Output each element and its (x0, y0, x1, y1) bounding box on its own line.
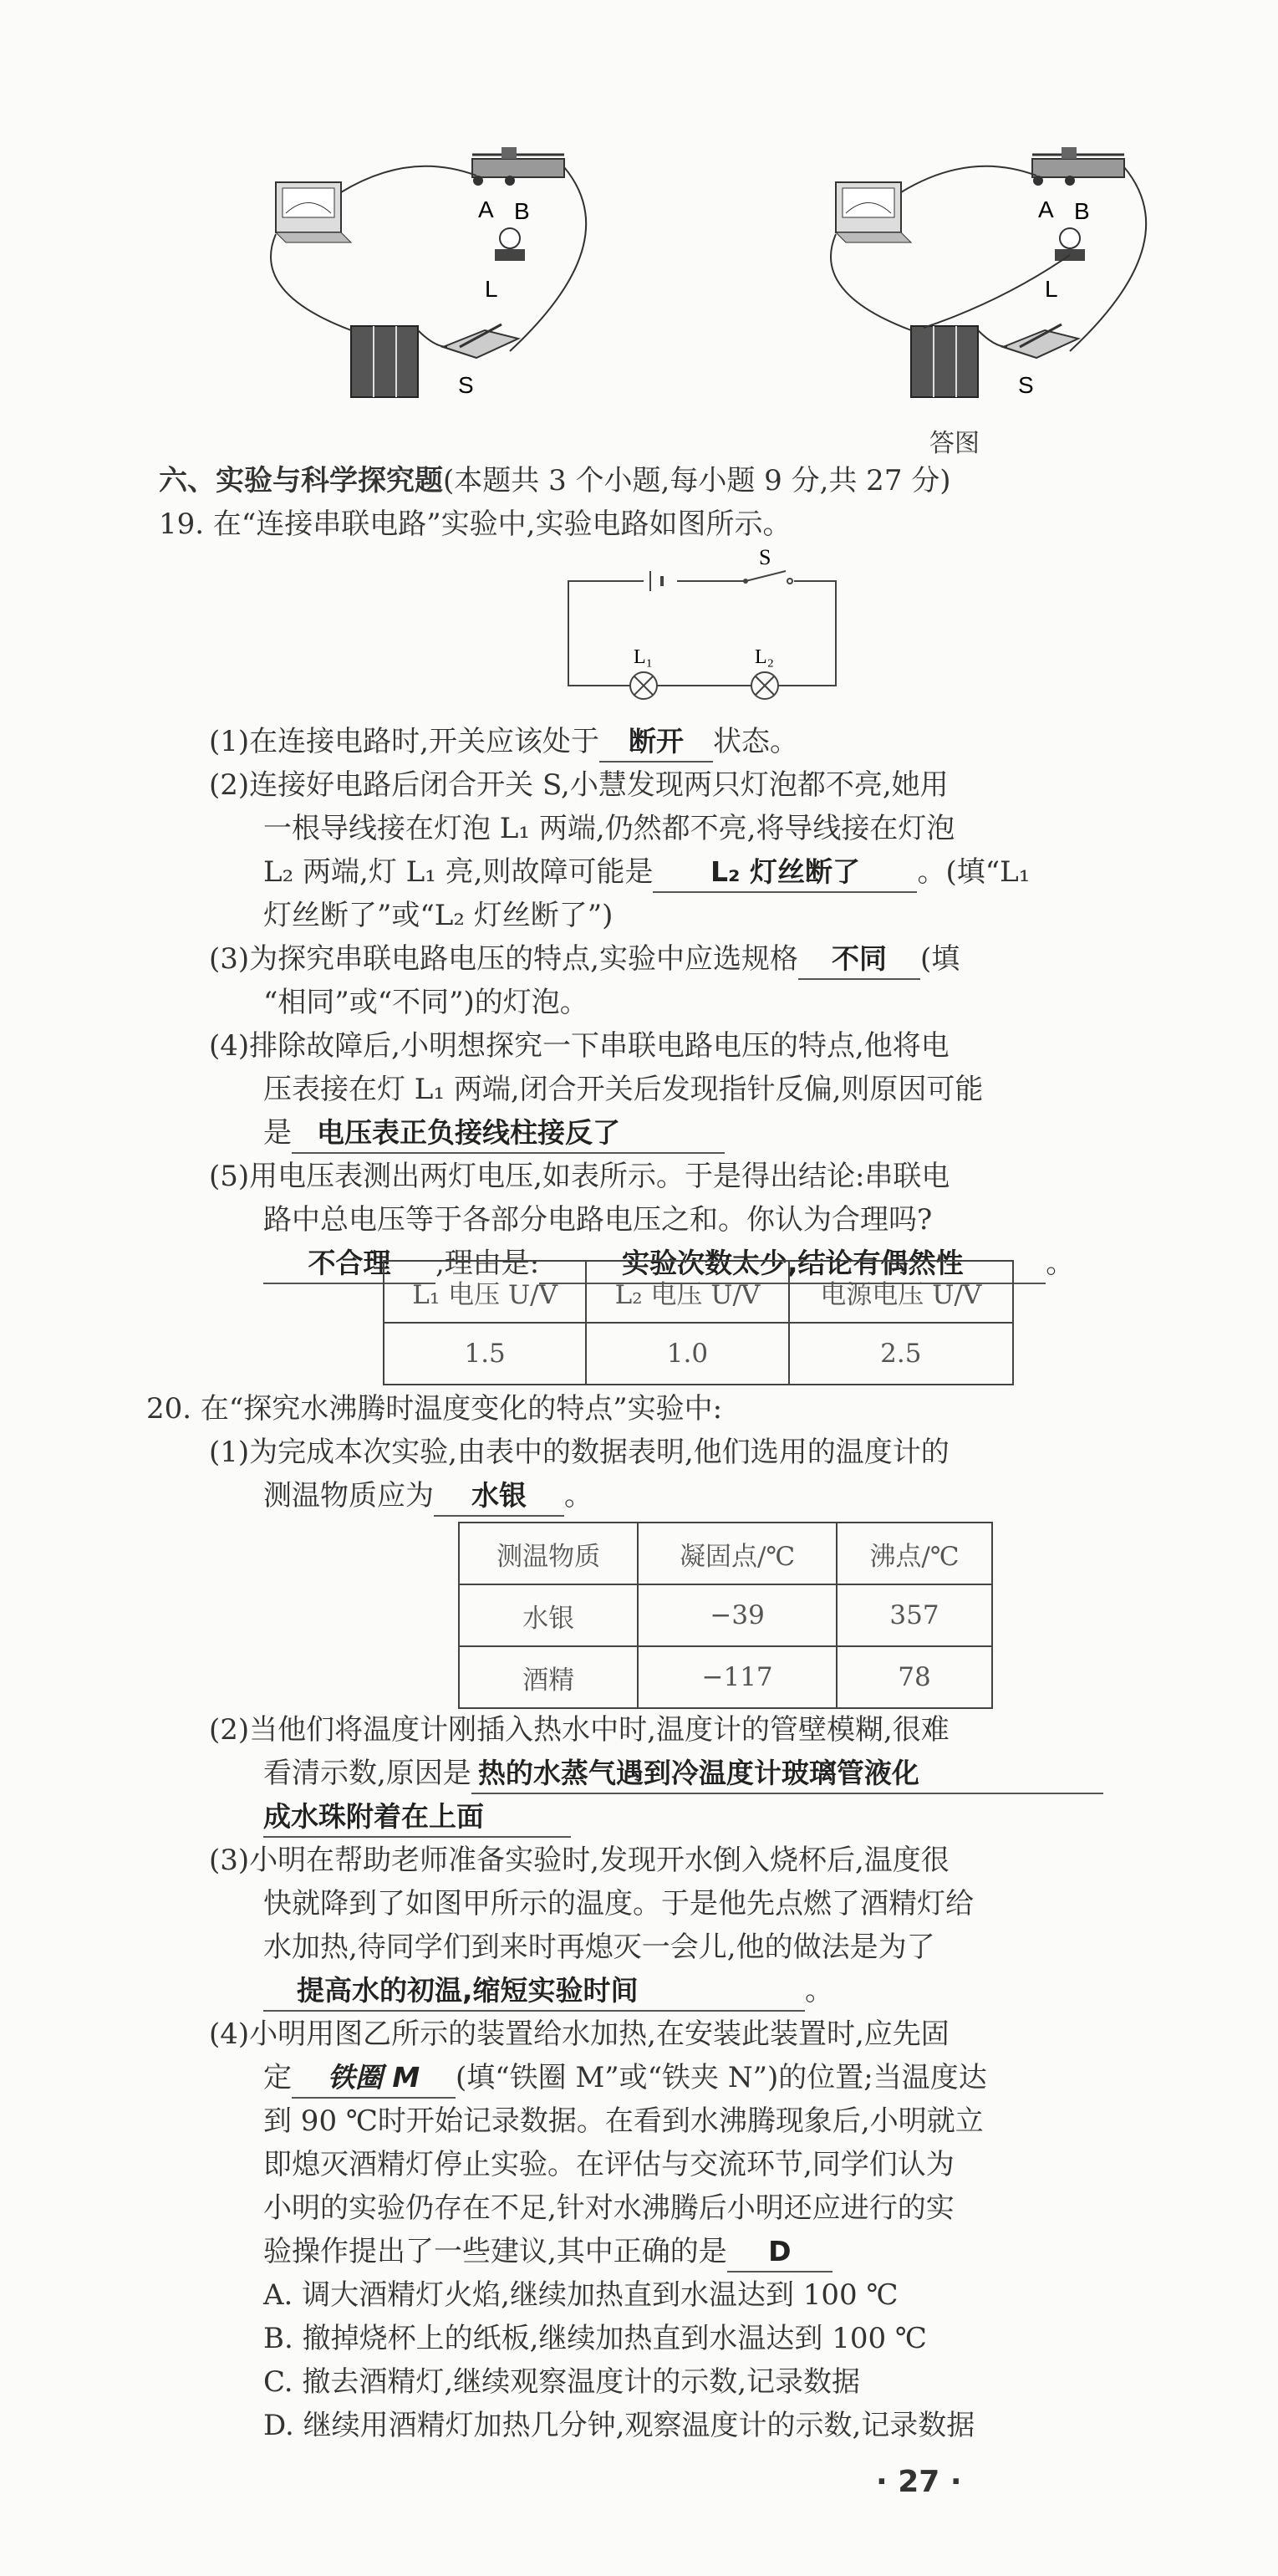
q19-p3-line2: “相同”或“不同”)的灯泡。 (263, 986, 588, 1019)
q20-option-c: C. 撤去酒精灯,继续观察温度计的示数,记录数据 (263, 2365, 861, 2399)
table-cell: 78 (837, 1646, 992, 1708)
bulb-icon (495, 228, 525, 261)
q19-p1-post: 状态。 (712, 725, 798, 758)
terminal-a-label: A (478, 196, 494, 222)
q20-p4-line2 (263, 2058, 987, 2099)
q19-p1-text: (1)在连接电路时,开关应该处于 (209, 725, 599, 758)
table-cell: 酒精 (459, 1646, 638, 1708)
section-title: 六、实验与科学探究题 (159, 464, 443, 497)
q19-p4-answer: 电压表正负接线柱接反了 (292, 1114, 725, 1154)
q20-option-d: D. 继续用酒精灯加热几分钟,观察温度计的示数,记录数据 (263, 2409, 975, 2442)
circuit-figure-right (794, 142, 1212, 410)
q20-p3-line3: 水加热,待同学们到来时再熄灭一会儿,他的做法是为了 (263, 1931, 935, 1964)
lamp-l2-icon (751, 672, 778, 699)
q19-p5-line1: (5)用电压表测出两灯电压,如表所示。于是得出结论:串联电 (209, 1160, 950, 1193)
battery-icon (351, 326, 418, 397)
lamp-l2-label: L₂ (755, 646, 775, 668)
q20-thermometer-table (458, 1522, 993, 1709)
switch-icon (443, 324, 518, 358)
table-header-row (384, 1261, 1013, 1323)
q20-p4-post: (填“铁圈 M”或“铁夹 N”)的位置;当温度达 (456, 2061, 987, 2094)
voltmeter-icon (276, 182, 351, 242)
table-cell: 1.5 (384, 1323, 586, 1385)
q19-p4-text: 是 (263, 1116, 292, 1150)
lamp-label: L (1045, 276, 1058, 302)
q20-p2-text: 看清示数,原因是 (263, 1757, 471, 1790)
switch-label: S (458, 372, 474, 398)
q20-p4-text: 定 (263, 2061, 292, 2094)
q19-p5-line2: 路中总电压等于各部分电路电压之和。你认为合理吗? (263, 1203, 933, 1237)
q19-stem: 19. 在“连接串联电路”实验中,实验电路如图所示。 (159, 508, 792, 541)
page-number: · 27 · (876, 2465, 962, 2499)
table-header-cell: 电源电压 U/V (789, 1261, 1013, 1323)
switch-s-label: S (759, 548, 771, 569)
section-note: (本题共 3 个小题,每小题 9 分,共 27 分) (443, 464, 951, 497)
q20-p4-line6 (263, 2232, 832, 2272)
q19-p2-post: 。(填“L₁ (917, 855, 1031, 889)
table-cell: −117 (638, 1646, 837, 1708)
table-cell: 水银 (459, 1584, 638, 1646)
q20-p3-line4 (263, 1972, 833, 2012)
q19-p5-answer1: 不合理 (263, 1244, 435, 1284)
series-circuit-diagram (560, 548, 853, 715)
circuit-figure-left (234, 142, 652, 410)
terminal-a-label: A (1038, 196, 1054, 222)
q19-p5-mid: ,理由是: (435, 1247, 540, 1280)
rheostat-icon (472, 147, 564, 186)
q20-p3-answer: 提高水的初温,缩短实验时间 (263, 1972, 805, 2012)
q19-p4-line1: (4)排除故障后,小明想探究一下串联电路电压的特点,他将电 (209, 1029, 950, 1063)
q20-option-b: B. 撤掉烧杯上的纸板,继续加热直到水温达到 100 ℃ (263, 2322, 927, 2355)
answer-figure-caption: 答图 (929, 429, 980, 458)
q20-p3-end: 。 (805, 1974, 833, 2007)
q20-p4-answer2: D (727, 2232, 832, 2272)
q20-stem: 20. 在“探究水沸腾时温度变化的特点”实验中: (146, 1392, 723, 1426)
q20-p4-line5: 小明的实验仍存在不足,针对水沸腾后小明还应进行的实 (263, 2191, 955, 2225)
q19-voltage-table (383, 1260, 1014, 1385)
q19-p4-line2: 压表接在灯 L₁ 两端,闭合开关后发现指针反偏,则原因可能 (263, 1073, 984, 1106)
q20-p2-answer-b: 成水珠附着在上面 (263, 1798, 571, 1838)
table-cell: 357 (837, 1584, 992, 1646)
q19-p2-line1: (2)连接好电路后闭合开关 S,小慧发现两只灯泡都不亮,她用 (209, 768, 949, 802)
table-header-cell: 测温物质 (459, 1523, 638, 1584)
q19-p5-answer2: 实验次数太少,结论有偶然性 (539, 1244, 1046, 1284)
q20-p4-answer1: 铁圈 M (292, 2058, 456, 2099)
q20-p1-line2 (263, 1477, 593, 1517)
lamp-l1-label: L₁ (634, 646, 654, 668)
q19-part1 (209, 722, 798, 763)
table-header-cell: 沸点/℃ (837, 1523, 992, 1584)
q20-p1-text: 测温物质应为 (263, 1479, 434, 1512)
switch-icon (1003, 324, 1078, 358)
table-cell: −39 (638, 1584, 837, 1646)
table-cell: 2.5 (789, 1323, 1013, 1385)
q20-p1-answer: 水银 (434, 1477, 564, 1517)
q20-option-a: A. 调大酒精灯火焰,继续加热直到水温达到 100 ℃ (263, 2278, 899, 2312)
terminal-b-label: B (514, 198, 530, 224)
q19-p5-end: 。 (1046, 1247, 1075, 1280)
q19-part3 (209, 940, 960, 980)
table-header-row (459, 1523, 992, 1584)
table-row (459, 1646, 992, 1708)
q20-p1-line1: (1)为完成本次实验,由表中的数据表明,他们选用的温度计的 (209, 1436, 950, 1469)
rheostat-icon (1032, 147, 1124, 186)
terminal-b-label: B (1074, 198, 1090, 224)
q19-p3-post: (填 (919, 942, 960, 976)
switch-label: S (1018, 372, 1034, 398)
voltmeter-icon (836, 182, 911, 242)
q19-p1-answer: 断开 (599, 722, 713, 763)
q19-p3-text: (3)为探究串联电路电压的特点,实验中应选规格 (209, 942, 798, 976)
q20-p3-line2: 快就降到了如图甲所示的温度。于是他先点燃了酒精灯给 (263, 1887, 974, 1921)
table-cell: 1.0 (586, 1323, 788, 1385)
lamp-label: L (485, 276, 498, 302)
q19-p2-line2: 一根导线接在灯泡 L₁ 两端,仍然都不亮,将导线接在灯泡 (263, 812, 955, 845)
table-row (459, 1584, 992, 1646)
q19-p4-line3 (263, 1114, 725, 1154)
table-header-cell: L₂ 电压 U/V (586, 1261, 788, 1323)
q20-p1-post: 。 (564, 1479, 593, 1512)
q20-p2-line1: (2)当他们将温度计刚插入热水中时,温度计的管壁模糊,很难 (209, 1713, 950, 1747)
q19-p2-line3 (263, 853, 1030, 893)
q20-p4-line4: 即熄灭酒精灯停止实验。在评估与交流环节,同学们认为 (263, 2148, 955, 2181)
q20-p2-answer-a: 热的水蒸气遇到冷温度计玻璃管液化 (471, 1754, 1103, 1794)
table-row (384, 1323, 1013, 1385)
battery-icon (911, 326, 978, 397)
table-header-cell: L₁ 电压 U/V (384, 1261, 586, 1323)
section-header (159, 462, 951, 500)
lamp-l1-icon (630, 672, 657, 699)
table-header-cell: 凝固点/℃ (638, 1523, 837, 1584)
q19-p2-answer: L₂ 灯丝断了 (653, 853, 917, 893)
q20-p2-line2 (263, 1754, 1103, 1794)
q20-p4-line3: 到 90 ℃时开始记录数据。在看到水沸腾现象后,小明就立 (263, 2104, 984, 2138)
q20-p3-line1: (3)小明在帮助老师准备实验时,发现开水倒入烧杯后,温度很 (209, 1844, 950, 1877)
q19-p2-text: L₂ 两端,灯 L₁ 亮,则故障可能是 (263, 855, 654, 889)
q19-p2-line4: 灯丝断了”或“L₂ 灯丝断了”) (263, 899, 614, 932)
q20-p4-line1: (4)小明用图乙所示的装置给水加热,在安装此装置时,应先固 (209, 2017, 950, 2051)
q20-p4-text2: 验操作提出了一些建议,其中正确的是 (263, 2235, 727, 2268)
q20-p2-line3 (263, 1798, 571, 1838)
q19-p3-answer: 不同 (798, 940, 920, 980)
